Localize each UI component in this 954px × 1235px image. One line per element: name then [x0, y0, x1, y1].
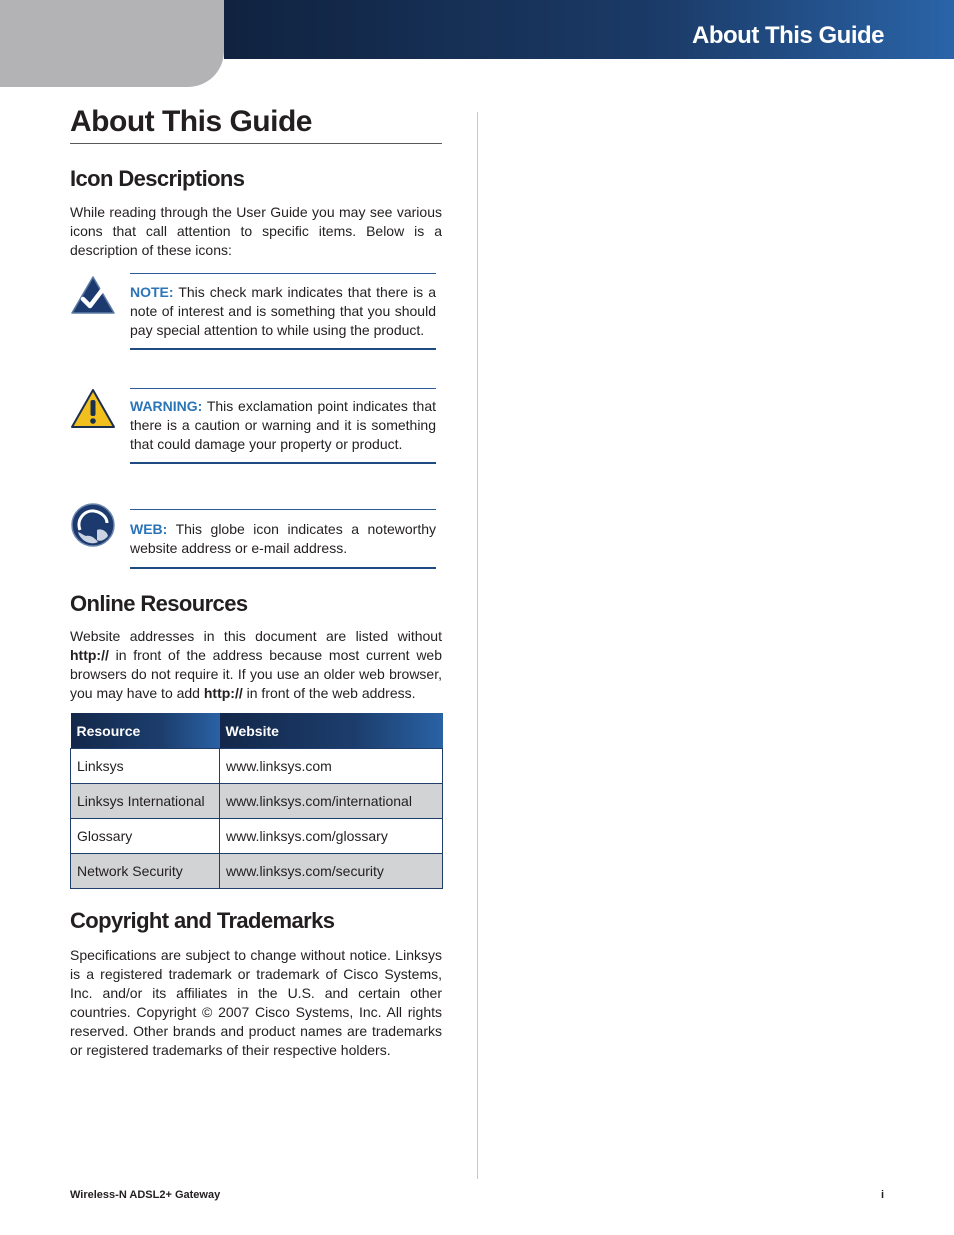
table-cell-resource: Linksys	[71, 749, 220, 784]
globe-icon	[70, 502, 116, 548]
warning-label: WARNING:	[130, 398, 203, 414]
table-row	[71, 749, 443, 784]
resources-table	[70, 713, 443, 889]
header-gray-tab	[0, 0, 224, 87]
table-cell-website[interactable]: www.linksys.com/international	[220, 784, 443, 819]
table-cell-website[interactable]: www.linksys.com/glossary	[220, 819, 443, 854]
note-text: This check mark indicates that there is a note of interest and is something that you should pay special attention to while using the product.	[130, 284, 436, 338]
web-text: This globe icon indicates a noteworthy website address or e-mail address.	[130, 521, 436, 556]
header-band	[224, 0, 954, 59]
table-cell-website[interactable]: www.linksys.com/security	[220, 854, 443, 889]
table-header-website: Website	[220, 713, 443, 749]
header-title: About This Guide	[692, 22, 884, 49]
footer-page-number: i	[880, 1189, 884, 1201]
online-resources-text: Website addresses in this document are listed without http:// in front of the address because most current web browsers do not require it. If you use an older web browser, you may have to add http:// in front of the web address.	[70, 628, 442, 701]
table-row	[71, 819, 443, 854]
copyright-text: Specifications are subject to change without notice. Linksys is a registered trademark or trademark of Cisco Systems, Inc. and/or its affiliates in the U.S. and certain other countries. Copyright © 2007 Cisco Systems, Inc. All rights reserved. Other brands and product names are trademarks or registered trademarks of their respective holders.	[70, 947, 442, 1058]
column-divider	[477, 112, 478, 1179]
table-header-resource: Resource	[71, 713, 220, 749]
table-row	[71, 854, 443, 889]
web-label: WEB:	[130, 521, 168, 537]
table-cell-website[interactable]: www.linksys.com	[220, 749, 443, 784]
icon-descriptions-heading: Icon Descriptions	[70, 166, 245, 191]
table-cell-resource: Linksys International	[71, 784, 220, 819]
table-cell-resource: Network Security	[71, 854, 220, 889]
table-header-row	[71, 713, 443, 749]
web-callout	[130, 509, 436, 569]
page-title: About This Guide	[70, 105, 442, 144]
warning-text: This exclamation point indicates that there is a caution or warning and it is something that could damage your property or product.	[130, 398, 436, 452]
note-label: NOTE:	[130, 284, 174, 300]
table-row	[71, 784, 443, 819]
online-resources-heading: Online Resources	[70, 591, 248, 616]
note-callout	[130, 273, 436, 350]
checkmark-icon	[70, 272, 116, 318]
copyright-heading: Copyright and Trademarks	[70, 908, 335, 933]
warning-callout	[130, 388, 436, 464]
footer-product: Wireless-N ADSL2+ Gateway	[70, 1189, 221, 1201]
icon-descriptions-intro: While reading through the User Guide you may see various icons that call attention to specific items. Below is a description of these icons:	[70, 204, 442, 258]
warning-icon	[70, 386, 116, 432]
table-cell-resource: Glossary	[71, 819, 220, 854]
